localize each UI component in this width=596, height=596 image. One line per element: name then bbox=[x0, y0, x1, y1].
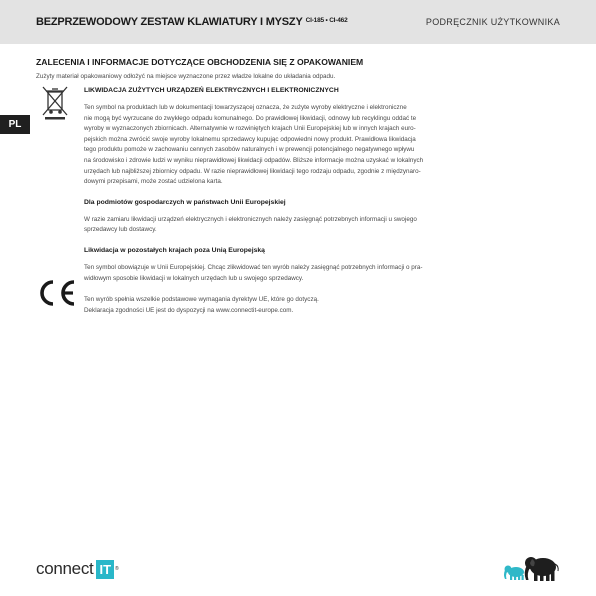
non-eu-heading: Likwidacja w pozostałych krajach poza Unią Europejską bbox=[84, 246, 265, 254]
text-line: W razie zamiaru likwidacji urządzeń elektrycznych i elektronicznych należy zasięgnąć potrzebnych informacji u swojego bbox=[84, 215, 417, 223]
section-heading: ZALECENIA I INFORMACJE DOTYCZĄCE OBCHODZENIA SIĘ Z OPAKOWANIEM bbox=[36, 57, 364, 67]
intro-text: Zużyty materiał opakowaniowy odłożyć na miejsce wyznaczone przez władze lokalne do układania odpadu. bbox=[36, 73, 336, 80]
language-badge: PL bbox=[0, 115, 30, 134]
ce-mark-icon bbox=[34, 278, 78, 308]
logo-registered: ® bbox=[115, 566, 119, 572]
elephants-logo-icon bbox=[503, 552, 563, 582]
text-line: Ten symbol obowiązuje w Unii Europejskiej. Chcąc zlikwidować ten wyrób należy zasięgnąć potrzebnych informacji o pra- bbox=[84, 263, 423, 271]
manual-label: PODRĘCZNIK UŻYTKOWNIKA bbox=[425, 17, 560, 27]
model-numbers: CI-185 • CI-462 bbox=[305, 17, 348, 24]
text-line: Ten symbol na produktach lub w dokumentacji towarzyszącej oznacza, że zużyte wyroby elektryczne i elektroniczne bbox=[84, 104, 407, 111]
ce-paragraph bbox=[84, 295, 554, 316]
text-line: Deklaracja zgodności UE jest do dyspozycji na www.connectit-europe.com. bbox=[84, 306, 294, 314]
document-title bbox=[36, 16, 348, 28]
logo-brand: connect bbox=[36, 559, 94, 578]
connect-it-logo bbox=[36, 558, 119, 580]
eu-business-paragraph bbox=[84, 215, 554, 236]
text-line: Ten wyrób spełnia wszelkie podstawowe wymagania dyrektyw UE, które go dotyczą. bbox=[84, 296, 319, 304]
text-line: nie mogą być wyrzucane do zwykłego odpadu komunalnego. Do prawidłowej likwidacji, odnowy lub recyklingu oddać te bbox=[84, 114, 417, 122]
weee-heading: LIKWIDACJA ZUŻYTYCH URZĄDZEŃ ELEKTRYCZNYCH I ELEKTRONICZNYCH bbox=[84, 87, 339, 94]
text-line: widłowym sposobie likwidacji w lokalnych urzędach lub u swojego sprzedawcy. bbox=[84, 274, 304, 282]
text-line: na środowisko i zdrowie ludzi w wyniku nieprawidłowej likwidacji odpadów. Bliższe informacje można uzyskać w lokalnych bbox=[84, 156, 424, 164]
logo-it-box: IT bbox=[96, 560, 114, 579]
disposal-content bbox=[84, 87, 554, 327]
text-line: wyroby w wyznaczonych zbiornicach. Alternatywnie w rozwiniętych krajach Unii Europejskiej lub w innych krajach euro- bbox=[84, 125, 416, 133]
title-text: BEZPRZEWODOWY ZESTAW KLAWIATURY I MYSZY bbox=[36, 16, 303, 28]
text-line: dowymi przepisami, może zostać udzielona karta. bbox=[84, 178, 223, 186]
text-line: sprzedawcy lub dostawcy. bbox=[84, 226, 157, 234]
text-line: urzędach lub najbliższej zbiornicy odpadu. W razie nieprawidłowej likwidacji tego rodzaju odpadu, zgodnie z międzynaro- bbox=[84, 167, 421, 175]
text-line: tego produktu pomoże w zachowaniu cennych zasobów naturalnych i w prewencji potencjalnego negatywnego wpływu bbox=[84, 146, 415, 154]
text-line: pejskich można zwrócić swoje wyroby lokalnemu sprzedawcy kupując odpowiedni nowy produkt. Prawidłowa likwidacja bbox=[84, 135, 416, 143]
eu-business-heading: Dla podmiotów gospodarczych w państwach Unii Europejskiej bbox=[84, 198, 286, 206]
weee-crossed-bin-icon bbox=[40, 84, 70, 120]
non-eu-paragraph bbox=[84, 263, 554, 284]
weee-paragraph bbox=[84, 103, 554, 188]
